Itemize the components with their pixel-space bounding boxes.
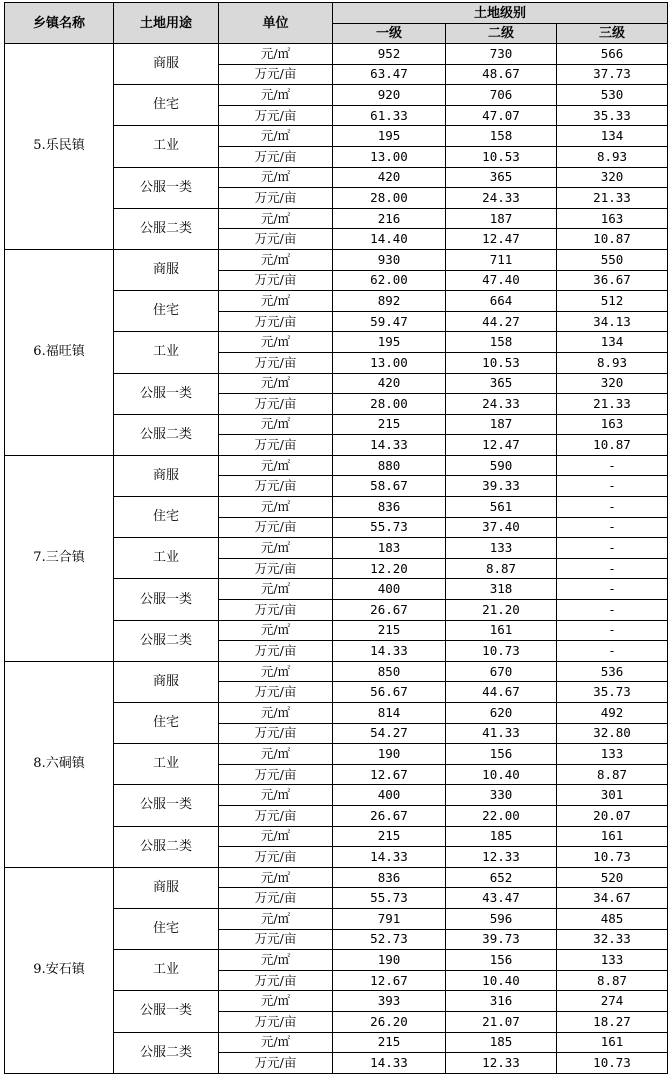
price-cell-grade-2: 330 bbox=[446, 785, 557, 806]
price-cell-grade-1: 12.20 bbox=[333, 558, 446, 579]
price-cell-grade-1: 28.00 bbox=[333, 188, 446, 209]
header-town: 乡镇名称 bbox=[5, 3, 114, 44]
table-body bbox=[5, 44, 668, 1074]
price-cell-grade-1: 62.00 bbox=[333, 270, 446, 291]
land-use-cell: 工业 bbox=[114, 538, 219, 579]
header-land-use: 土地用途 bbox=[114, 3, 219, 44]
unit-cell: 元/㎡ bbox=[219, 950, 333, 971]
price-cell-grade-3: 320 bbox=[557, 373, 668, 394]
table-row bbox=[5, 455, 668, 476]
land-use-cell: 公服一类 bbox=[114, 373, 219, 414]
price-cell-grade-2: 24.33 bbox=[446, 188, 557, 209]
town-name-cell: 8.六硐镇 bbox=[5, 661, 114, 867]
price-cell-grade-3: 34.67 bbox=[557, 888, 668, 909]
table-header bbox=[5, 3, 668, 44]
unit-cell: 元/㎡ bbox=[219, 126, 333, 147]
unit-cell: 万元/亩 bbox=[219, 270, 333, 291]
header-grade-2: 二级 bbox=[446, 24, 557, 44]
price-cell-grade-1: 183 bbox=[333, 538, 446, 559]
unit-cell: 元/㎡ bbox=[219, 332, 333, 353]
price-cell-grade-2: 187 bbox=[446, 208, 557, 229]
unit-cell: 元/㎡ bbox=[219, 908, 333, 929]
unit-cell: 万元/亩 bbox=[219, 600, 333, 621]
price-cell-grade-3: - bbox=[557, 476, 668, 497]
price-cell-grade-3: 35.33 bbox=[557, 105, 668, 126]
price-cell-grade-3: 10.73 bbox=[557, 1053, 668, 1074]
price-cell-grade-1: 420 bbox=[333, 167, 446, 188]
land-use-cell: 公服二类 bbox=[114, 620, 219, 661]
price-cell-grade-3: - bbox=[557, 579, 668, 600]
price-cell-grade-1: 195 bbox=[333, 332, 446, 353]
unit-cell: 万元/亩 bbox=[219, 394, 333, 415]
price-cell-grade-3: 274 bbox=[557, 991, 668, 1012]
unit-cell: 元/㎡ bbox=[219, 661, 333, 682]
price-cell-grade-2: 596 bbox=[446, 908, 557, 929]
unit-cell: 元/㎡ bbox=[219, 620, 333, 641]
price-cell-grade-1: 836 bbox=[333, 497, 446, 518]
unit-cell: 万元/亩 bbox=[219, 929, 333, 950]
unit-cell: 万元/亩 bbox=[219, 229, 333, 250]
price-cell-grade-2: 10.53 bbox=[446, 352, 557, 373]
price-cell-grade-1: 12.67 bbox=[333, 764, 446, 785]
land-use-cell: 公服一类 bbox=[114, 579, 219, 620]
price-cell-grade-1: 55.73 bbox=[333, 517, 446, 538]
price-cell-grade-1: 14.40 bbox=[333, 229, 446, 250]
price-cell-grade-3: 8.93 bbox=[557, 146, 668, 167]
unit-cell: 元/㎡ bbox=[219, 44, 333, 65]
price-cell-grade-1: 59.47 bbox=[333, 311, 446, 332]
unit-cell: 万元/亩 bbox=[219, 641, 333, 662]
price-cell-grade-3: - bbox=[557, 538, 668, 559]
price-cell-grade-3: 8.87 bbox=[557, 764, 668, 785]
unit-cell: 万元/亩 bbox=[219, 476, 333, 497]
land-use-cell: 商服 bbox=[114, 867, 219, 908]
land-use-cell: 工业 bbox=[114, 332, 219, 373]
price-cell-grade-3: 134 bbox=[557, 332, 668, 353]
price-cell-grade-1: 850 bbox=[333, 661, 446, 682]
price-cell-grade-1: 190 bbox=[333, 950, 446, 971]
price-cell-grade-1: 880 bbox=[333, 455, 446, 476]
unit-cell: 元/㎡ bbox=[219, 414, 333, 435]
price-cell-grade-1: 58.67 bbox=[333, 476, 446, 497]
price-cell-grade-2: 185 bbox=[446, 1032, 557, 1053]
price-cell-grade-1: 61.33 bbox=[333, 105, 446, 126]
town-name-cell: 6.福旺镇 bbox=[5, 249, 114, 455]
price-cell-grade-2: 664 bbox=[446, 291, 557, 312]
unit-cell: 万元/亩 bbox=[219, 146, 333, 167]
price-cell-grade-3: 134 bbox=[557, 126, 668, 147]
land-use-cell: 住宅 bbox=[114, 703, 219, 744]
price-cell-grade-3: 133 bbox=[557, 950, 668, 971]
price-cell-grade-3: 18.27 bbox=[557, 1011, 668, 1032]
price-cell-grade-1: 190 bbox=[333, 744, 446, 765]
price-cell-grade-3: 20.07 bbox=[557, 805, 668, 826]
price-cell-grade-3: 37.73 bbox=[557, 64, 668, 85]
price-cell-grade-2: 12.33 bbox=[446, 847, 557, 868]
unit-cell: 元/㎡ bbox=[219, 167, 333, 188]
price-cell-grade-2: 652 bbox=[446, 867, 557, 888]
price-cell-grade-3: 512 bbox=[557, 291, 668, 312]
price-cell-grade-3: - bbox=[557, 497, 668, 518]
unit-cell: 元/㎡ bbox=[219, 744, 333, 765]
header-unit: 单位 bbox=[219, 3, 333, 44]
unit-cell: 万元/亩 bbox=[219, 517, 333, 538]
price-cell-grade-3: 536 bbox=[557, 661, 668, 682]
land-use-cell: 工业 bbox=[114, 744, 219, 785]
price-cell-grade-1: 26.67 bbox=[333, 805, 446, 826]
table-row bbox=[5, 44, 668, 65]
price-cell-grade-3: 161 bbox=[557, 826, 668, 847]
price-cell-grade-1: 14.33 bbox=[333, 641, 446, 662]
unit-cell: 元/㎡ bbox=[219, 373, 333, 394]
price-cell-grade-1: 930 bbox=[333, 249, 446, 270]
price-cell-grade-2: 590 bbox=[446, 455, 557, 476]
price-cell-grade-3: 133 bbox=[557, 744, 668, 765]
unit-cell: 万元/亩 bbox=[219, 188, 333, 209]
price-cell-grade-1: 892 bbox=[333, 291, 446, 312]
price-cell-grade-2: 316 bbox=[446, 991, 557, 1012]
price-cell-grade-2: 43.47 bbox=[446, 888, 557, 909]
price-cell-grade-1: 56.67 bbox=[333, 682, 446, 703]
price-cell-grade-3: 163 bbox=[557, 414, 668, 435]
price-cell-grade-3: 161 bbox=[557, 1032, 668, 1053]
unit-cell: 元/㎡ bbox=[219, 208, 333, 229]
price-cell-grade-2: 185 bbox=[446, 826, 557, 847]
price-cell-grade-2: 156 bbox=[446, 744, 557, 765]
town-name-cell: 5.乐民镇 bbox=[5, 44, 114, 250]
price-cell-grade-1: 26.20 bbox=[333, 1011, 446, 1032]
land-use-cell: 公服二类 bbox=[114, 826, 219, 867]
price-cell-grade-2: 365 bbox=[446, 373, 557, 394]
price-cell-grade-1: 400 bbox=[333, 579, 446, 600]
price-cell-grade-1: 14.33 bbox=[333, 1053, 446, 1074]
land-use-cell: 工业 bbox=[114, 950, 219, 991]
price-cell-grade-1: 216 bbox=[333, 208, 446, 229]
price-cell-grade-3: - bbox=[557, 517, 668, 538]
price-cell-grade-2: 44.67 bbox=[446, 682, 557, 703]
price-cell-grade-1: 12.67 bbox=[333, 970, 446, 991]
price-cell-grade-3: 36.67 bbox=[557, 270, 668, 291]
unit-cell: 万元/亩 bbox=[219, 105, 333, 126]
price-cell-grade-3: 8.93 bbox=[557, 352, 668, 373]
unit-cell: 万元/亩 bbox=[219, 682, 333, 703]
header-grade-1: 一级 bbox=[333, 24, 446, 44]
price-cell-grade-2: 156 bbox=[446, 950, 557, 971]
unit-cell: 元/㎡ bbox=[219, 455, 333, 476]
price-cell-grade-1: 28.00 bbox=[333, 394, 446, 415]
price-cell-grade-3: 10.87 bbox=[557, 229, 668, 250]
land-use-cell: 公服二类 bbox=[114, 1032, 219, 1073]
price-cell-grade-1: 920 bbox=[333, 85, 446, 106]
land-use-cell: 商服 bbox=[114, 44, 219, 85]
price-cell-grade-2: 711 bbox=[446, 249, 557, 270]
unit-cell: 元/㎡ bbox=[219, 785, 333, 806]
price-cell-grade-2: 22.00 bbox=[446, 805, 557, 826]
price-cell-grade-3: 34.13 bbox=[557, 311, 668, 332]
price-cell-grade-3: 21.33 bbox=[557, 188, 668, 209]
price-cell-grade-2: 706 bbox=[446, 85, 557, 106]
town-name-cell: 7.三合镇 bbox=[5, 455, 114, 661]
price-cell-grade-1: 952 bbox=[333, 44, 446, 65]
land-use-cell: 住宅 bbox=[114, 291, 219, 332]
price-cell-grade-2: 10.53 bbox=[446, 146, 557, 167]
price-cell-grade-2: 161 bbox=[446, 620, 557, 641]
price-cell-grade-1: 54.27 bbox=[333, 723, 446, 744]
price-cell-grade-3: 485 bbox=[557, 908, 668, 929]
price-cell-grade-2: 48.67 bbox=[446, 64, 557, 85]
unit-cell: 万元/亩 bbox=[219, 311, 333, 332]
land-use-cell: 公服一类 bbox=[114, 167, 219, 208]
land-use-cell: 公服一类 bbox=[114, 991, 219, 1032]
price-cell-grade-2: 47.07 bbox=[446, 105, 557, 126]
price-cell-grade-1: 55.73 bbox=[333, 888, 446, 909]
land-use-cell: 商服 bbox=[114, 661, 219, 702]
table-row bbox=[5, 867, 668, 888]
price-cell-grade-1: 215 bbox=[333, 1032, 446, 1053]
unit-cell: 万元/亩 bbox=[219, 64, 333, 85]
price-cell-grade-3: 32.33 bbox=[557, 929, 668, 950]
price-cell-grade-2: 318 bbox=[446, 579, 557, 600]
price-cell-grade-2: 158 bbox=[446, 126, 557, 147]
unit-cell: 万元/亩 bbox=[219, 970, 333, 991]
unit-cell: 元/㎡ bbox=[219, 1032, 333, 1053]
price-cell-grade-2: 730 bbox=[446, 44, 557, 65]
price-cell-grade-3: 35.73 bbox=[557, 682, 668, 703]
price-cell-grade-3: 10.73 bbox=[557, 847, 668, 868]
land-use-cell: 商服 bbox=[114, 455, 219, 496]
price-cell-grade-2: 39.73 bbox=[446, 929, 557, 950]
price-cell-grade-1: 400 bbox=[333, 785, 446, 806]
price-cell-grade-1: 420 bbox=[333, 373, 446, 394]
price-cell-grade-3: 10.87 bbox=[557, 435, 668, 456]
price-cell-grade-2: 41.33 bbox=[446, 723, 557, 744]
unit-cell: 万元/亩 bbox=[219, 805, 333, 826]
land-use-cell: 工业 bbox=[114, 126, 219, 167]
unit-cell: 万元/亩 bbox=[219, 558, 333, 579]
price-cell-grade-1: 14.33 bbox=[333, 435, 446, 456]
price-cell-grade-2: 21.07 bbox=[446, 1011, 557, 1032]
price-cell-grade-3: 163 bbox=[557, 208, 668, 229]
price-cell-grade-3: 301 bbox=[557, 785, 668, 806]
unit-cell: 元/㎡ bbox=[219, 291, 333, 312]
unit-cell: 万元/亩 bbox=[219, 847, 333, 868]
price-cell-grade-3: 530 bbox=[557, 85, 668, 106]
unit-cell: 万元/亩 bbox=[219, 764, 333, 785]
price-cell-grade-2: 8.87 bbox=[446, 558, 557, 579]
price-cell-grade-3: 492 bbox=[557, 703, 668, 724]
unit-cell: 万元/亩 bbox=[219, 723, 333, 744]
price-cell-grade-2: 37.40 bbox=[446, 517, 557, 538]
price-cell-grade-3: 21.33 bbox=[557, 394, 668, 415]
price-cell-grade-1: 63.47 bbox=[333, 64, 446, 85]
price-cell-grade-3: 520 bbox=[557, 867, 668, 888]
price-cell-grade-3: 550 bbox=[557, 249, 668, 270]
unit-cell: 万元/亩 bbox=[219, 352, 333, 373]
price-cell-grade-3: 320 bbox=[557, 167, 668, 188]
price-cell-grade-3: - bbox=[557, 641, 668, 662]
land-use-cell: 公服二类 bbox=[114, 208, 219, 249]
price-cell-grade-2: 133 bbox=[446, 538, 557, 559]
unit-cell: 万元/亩 bbox=[219, 1053, 333, 1074]
header-grade-3: 三级 bbox=[557, 24, 668, 44]
land-use-cell: 住宅 bbox=[114, 497, 219, 538]
price-cell-grade-1: 14.33 bbox=[333, 847, 446, 868]
land-use-cell: 住宅 bbox=[114, 908, 219, 949]
price-cell-grade-3: 32.80 bbox=[557, 723, 668, 744]
price-cell-grade-1: 814 bbox=[333, 703, 446, 724]
land-price-table bbox=[4, 2, 668, 1074]
town-name-cell: 9.安石镇 bbox=[5, 867, 114, 1073]
unit-cell: 元/㎡ bbox=[219, 703, 333, 724]
price-cell-grade-1: 13.00 bbox=[333, 352, 446, 373]
price-cell-grade-3: - bbox=[557, 455, 668, 476]
price-cell-grade-1: 393 bbox=[333, 991, 446, 1012]
price-cell-grade-1: 52.73 bbox=[333, 929, 446, 950]
price-cell-grade-2: 365 bbox=[446, 167, 557, 188]
unit-cell: 万元/亩 bbox=[219, 888, 333, 909]
price-cell-grade-2: 158 bbox=[446, 332, 557, 353]
unit-cell: 元/㎡ bbox=[219, 538, 333, 559]
price-cell-grade-2: 187 bbox=[446, 414, 557, 435]
price-cell-grade-1: 195 bbox=[333, 126, 446, 147]
price-cell-grade-2: 620 bbox=[446, 703, 557, 724]
price-cell-grade-3: - bbox=[557, 600, 668, 621]
unit-cell: 万元/亩 bbox=[219, 435, 333, 456]
price-cell-grade-1: 215 bbox=[333, 826, 446, 847]
price-cell-grade-2: 561 bbox=[446, 497, 557, 518]
unit-cell: 元/㎡ bbox=[219, 991, 333, 1012]
price-cell-grade-2: 44.27 bbox=[446, 311, 557, 332]
price-cell-grade-2: 10.40 bbox=[446, 970, 557, 991]
price-cell-grade-3: - bbox=[557, 558, 668, 579]
price-cell-grade-2: 670 bbox=[446, 661, 557, 682]
price-cell-grade-1: 26.67 bbox=[333, 600, 446, 621]
price-cell-grade-2: 39.33 bbox=[446, 476, 557, 497]
price-cell-grade-1: 13.00 bbox=[333, 146, 446, 167]
price-cell-grade-1: 791 bbox=[333, 908, 446, 929]
price-cell-grade-2: 21.20 bbox=[446, 600, 557, 621]
price-cell-grade-1: 215 bbox=[333, 620, 446, 641]
table-row bbox=[5, 249, 668, 270]
price-cell-grade-2: 12.47 bbox=[446, 229, 557, 250]
price-cell-grade-2: 12.33 bbox=[446, 1053, 557, 1074]
header-land-grade: 土地级别 bbox=[333, 3, 668, 24]
unit-cell: 元/㎡ bbox=[219, 579, 333, 600]
price-cell-grade-3: 566 bbox=[557, 44, 668, 65]
land-use-cell: 公服二类 bbox=[114, 414, 219, 455]
price-cell-grade-2: 47.40 bbox=[446, 270, 557, 291]
price-cell-grade-1: 836 bbox=[333, 867, 446, 888]
unit-cell: 元/㎡ bbox=[219, 497, 333, 518]
price-cell-grade-3: - bbox=[557, 620, 668, 641]
land-use-cell: 住宅 bbox=[114, 85, 219, 126]
table-row bbox=[5, 661, 668, 682]
unit-cell: 元/㎡ bbox=[219, 826, 333, 847]
price-cell-grade-2: 10.73 bbox=[446, 641, 557, 662]
price-cell-grade-2: 10.40 bbox=[446, 764, 557, 785]
unit-cell: 元/㎡ bbox=[219, 249, 333, 270]
price-cell-grade-2: 12.47 bbox=[446, 435, 557, 456]
price-cell-grade-3: 8.87 bbox=[557, 970, 668, 991]
price-cell-grade-2: 24.33 bbox=[446, 394, 557, 415]
price-cell-grade-1: 215 bbox=[333, 414, 446, 435]
unit-cell: 元/㎡ bbox=[219, 85, 333, 106]
unit-cell: 元/㎡ bbox=[219, 867, 333, 888]
land-use-cell: 公服一类 bbox=[114, 785, 219, 826]
land-use-cell: 商服 bbox=[114, 249, 219, 290]
unit-cell: 万元/亩 bbox=[219, 1011, 333, 1032]
